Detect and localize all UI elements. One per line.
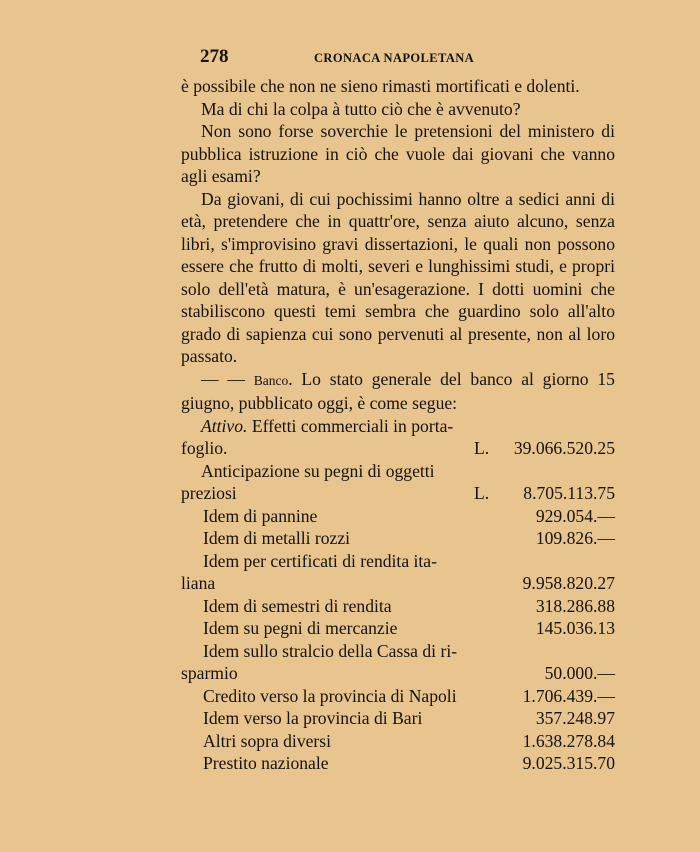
ledger-row-line1 [181, 415, 615, 438]
ledger-row [181, 685, 615, 708]
ledger-row-line1 [181, 550, 615, 573]
ledger-row [181, 730, 615, 753]
ledger-label: Effetti commerciali in porta- [251, 415, 454, 436]
ledger-amount: 318.286.88 [535, 595, 615, 616]
ledger-row [181, 527, 615, 550]
paragraph-banco [181, 368, 615, 415]
ledger-row [181, 572, 615, 595]
ledger-row [181, 437, 615, 460]
ledger-row [181, 505, 615, 528]
banco-heading: Banco [253, 372, 289, 388]
ledger-label: Prestito nazionale [203, 753, 329, 773]
attivo-label: Attivo. [201, 415, 248, 436]
paragraph-2: Ma di chi la colpa à tutto ciò che è avvenuto? [201, 98, 521, 119]
ledger-amount: 8.705.113.75 [523, 483, 615, 503]
ledger-amount: 1.638.278.84 [522, 730, 615, 751]
page-header [200, 46, 620, 70]
ledger-row-line1 [181, 460, 615, 483]
banco-intro: . Lo stato generale del banco al giorno 15 giugno, pubblicato oggi, è come segue: [181, 368, 615, 413]
ledger-row [181, 482, 615, 505]
ledger-label: Idem sullo stralcio della Cassa di ri- [203, 640, 458, 661]
ledger-label: Idem verso la provincia di Bari [203, 708, 423, 728]
paragraph-4: Da giovani, di cui pochissimi hanno oltre a sedici anni di età, pretendere che in quattr'ore, senza aiuto alcuno, senza libri, s'improvisino gravi dissertazioni, le quali non possono essere che frutto di molti, severi e lunghissimi studi, e propri solo dell'età matura, è un'esagerazione. I dotti uomini che stabiliscono questi temi sembra che guardino solo all'alto grado di sapienza cui sono pervenuti al presente, non al loro passato. [181, 188, 615, 366]
ledger-amount: 9.025.315.70 [522, 753, 615, 773]
ledger-amount: 50.000.— [544, 663, 615, 683]
running-title: CRONACA NAPOLETANA [314, 51, 475, 65]
page-body [181, 75, 615, 775]
ledger-label: Anticipazione su pegni di oggetti [201, 460, 435, 481]
ledger-label: preziosi [181, 483, 237, 503]
ledger-amount: 39.066.520.25 [513, 438, 615, 458]
ledger-label: Idem di metalli rozzi [203, 528, 351, 548]
ledger-amount: 109.826.— [535, 528, 615, 548]
ledger-label: foglio. [181, 438, 228, 458]
ledger-amount: 145.036.13 [535, 618, 615, 638]
ledger-row-line1 [181, 640, 615, 663]
ledger-row [181, 595, 615, 618]
em-dash-separator: — — [201, 368, 245, 389]
ledger [181, 415, 615, 775]
paragraph-1: è possibile che non ne sieno rimasti mortificati e dolenti. [181, 76, 580, 96]
currency-symbol: L. [474, 438, 490, 458]
ledger-row [181, 617, 615, 640]
ledger-amount: 1.706.439.— [522, 685, 615, 706]
ledger-row [181, 752, 615, 775]
ledger-label: sparmio [181, 663, 238, 683]
ledger-amount: 9.958.820.27 [522, 573, 615, 593]
ledger-amount: 929.054.— [535, 505, 615, 526]
ledger-row [181, 707, 615, 730]
currency-symbol: L. [474, 483, 490, 503]
ledger-label: Altri sopra diversi [203, 730, 332, 751]
page-number: 278 [200, 46, 229, 67]
ledger-amount: 357.248.97 [535, 708, 615, 728]
ledger-label: Idem per certificati di rendita ita- [203, 550, 437, 571]
ledger-label: liana [181, 573, 216, 593]
ledger-label: Idem di semestri di rendita [203, 595, 392, 616]
ledger-label: Credito verso la provincia di Napoli [203, 685, 457, 706]
ledger-label: Idem su pegni di mercanzie [203, 618, 398, 638]
ledger-label: Idem di pannine [203, 505, 318, 526]
paragraph-3: Non sono forse soverchie le pretensioni del ministero di pubblica istruzione in ciò che vuole dai giovani che vanno agli esami? [181, 121, 615, 186]
ledger-row [181, 662, 615, 685]
